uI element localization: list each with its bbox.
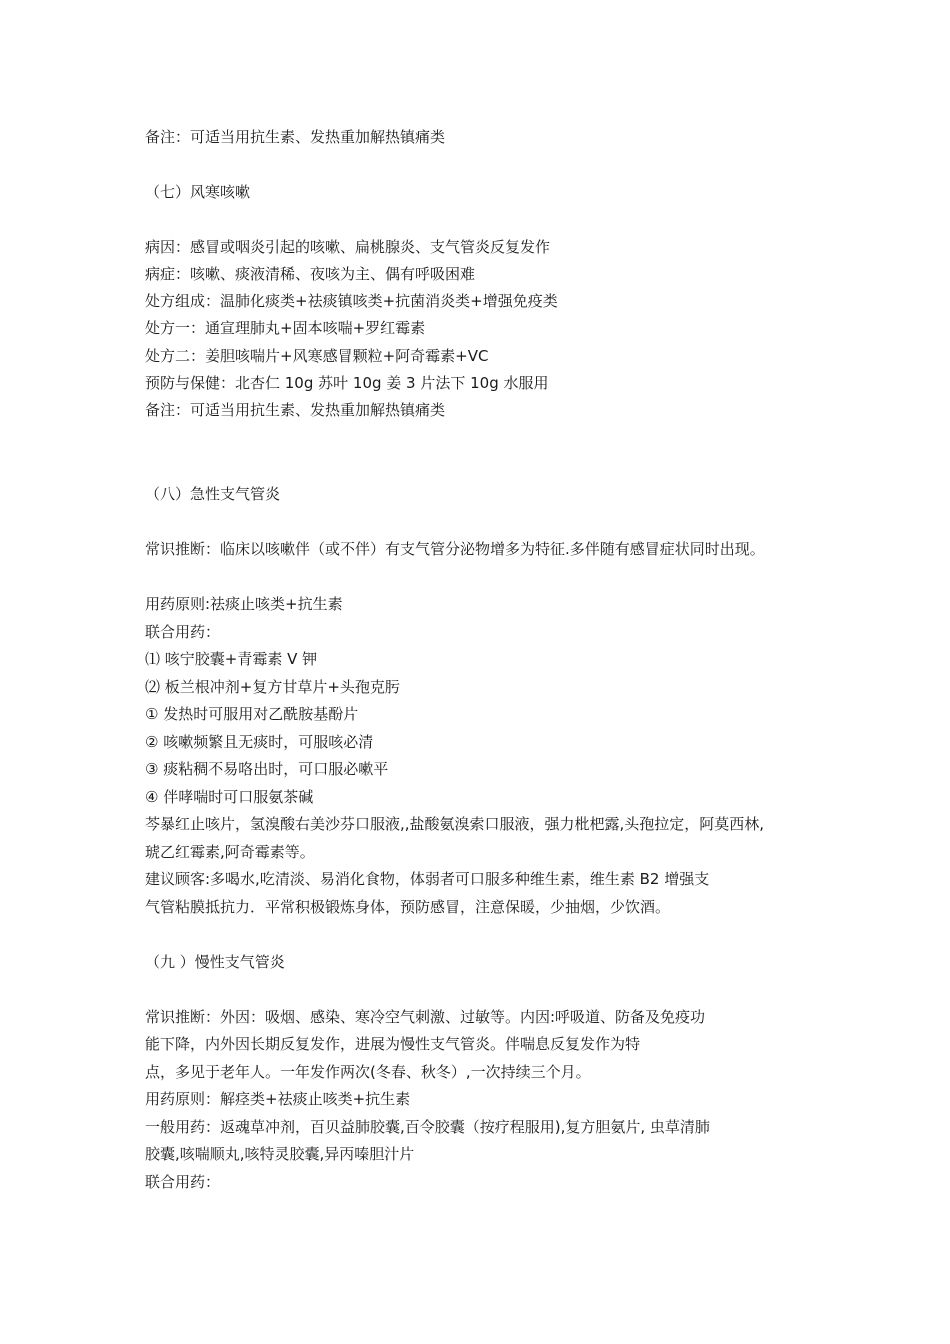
s8-line-6: ② 咳嗽频繁且无痰时，可服咳必清 [145,733,374,751]
note-line: 备注：可适当用抗生素、发热重加解热镇痛类 [145,128,446,146]
s7-line-6: 预防与保健：北杏仁 10g 苏叶 10g 姜 3 片法下 10g 水服用 [145,374,549,392]
s7-line-3: 处方组成：温肺化痰类+祛痰镇咳类+抗菌消炎类+增强免疫类 [145,292,558,310]
s7-line-4: 处方一：通宣理肺丸+固本咳喘+罗红霉素 [145,319,426,337]
s9-line-7: 联合用药： [145,1173,221,1191]
s8-line-8: ④ 伴哮喘时可口服氨茶碱 [145,788,314,806]
s8-common-line: 常识推断：临床以咳嗽伴（或不伴）有支气管分泌物增多为特征.多伴随有感冒症状同时出现。 [145,540,765,558]
s8-line-11: 建议顾客:多喝水,吃清淡、易消化食物，体弱者可口服多种维生素，维生素 B2 增强支 [145,870,710,888]
section-8-heading: （八）急性支气管炎 [145,485,281,503]
s8-line-1: 用药原则:祛痰止咳类+抗生素 [145,595,343,613]
s9-line-6: 胶囊,咳喘顺丸,咳特灵胶囊,异丙嗪胆汁片 [145,1145,415,1163]
s8-line-3: ⑴ 咳宁胶囊+青霉素 V 钾 [145,650,318,668]
s8-line-2: 联合用药： [145,623,221,641]
s8-line-12: 气管粘膜抵抗力．平常积极锻炼身体，预防感冒，注意保暖，少抽烟，少饮酒。 [145,898,671,916]
section-7-heading: （七）风寒咳嗽 [145,183,251,201]
s7-line-2: 病症：咳嗽、痰液清稀、夜咳为主、偶有呼吸困难 [145,265,476,283]
s8-line-9: 芩暴红止咳片，氢溴酸右美沙芬口服液,,盐酸氨溴索口服液，强力枇杷露,头孢拉定，阿莫西林, [145,815,765,833]
s9-line-2: 能下降，内外因长期反复发作，进展为慢性支气管炎。伴喘息反复发作为特 [145,1035,641,1053]
s9-line-3: 点，多见于老年人。一年发作两次(冬春、秋冬）,一次持续三个月。 [145,1063,591,1081]
s8-line-4: ⑵ 板兰根冲剂+复方甘草片+头孢克肟 [145,678,400,696]
s9-line-5: 一般用药：返魂草冲剂，百贝益肺胶囊,百令胶囊（按疗程服用),复方胆氨片, 虫草清肺 [145,1118,710,1136]
s7-line-7: 备注：可适当用抗生素、发热重加解热镇痛类 [145,401,446,419]
s9-line-1: 常识推断：外因：吸烟、感染、寒冷空气刺激、过敏等。内因:呼吸道、防备及免疫功 [145,1008,706,1026]
section-9-heading: （九 ）慢性支气管炎 [145,953,285,971]
s8-line-10: 琥乙红霉素,阿奇霉素等。 [145,843,315,861]
s8-line-7: ③ 痰粘稠不易咯出时，可口服必嗽平 [145,760,389,778]
s7-line-1: 病因：感冒或咽炎引起的咳嗽、扁桃腺炎、支气管炎反复发作 [145,238,551,256]
s7-line-5: 处方二：姜胆咳喘片+风寒感冒颗粒+阿奇霉素+VC [145,347,489,365]
s9-line-4: 用药原则：解痉类+祛痰止咳类+抗生素 [145,1090,411,1108]
s8-line-5: ① 发热时可服用对乙酰胺基酚片 [145,705,359,723]
